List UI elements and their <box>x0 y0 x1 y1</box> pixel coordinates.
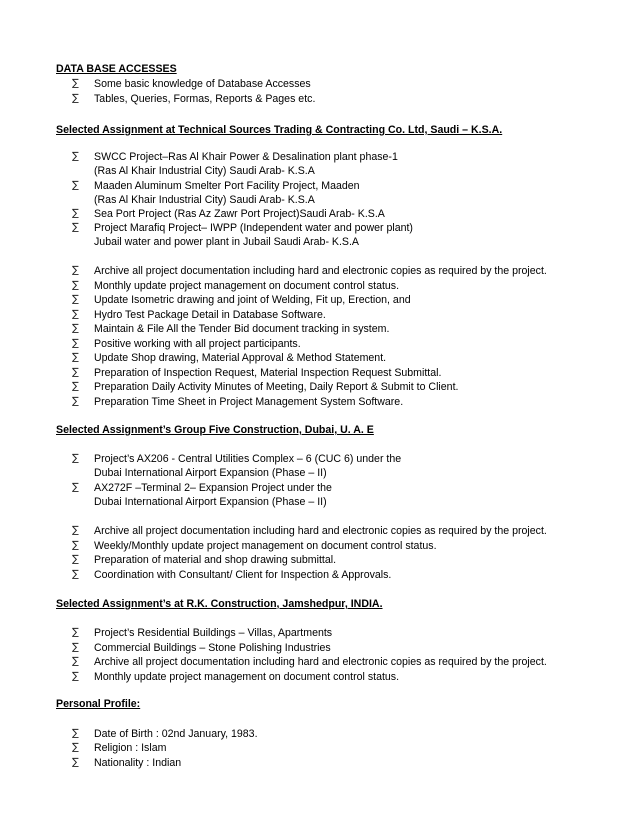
bullet-icon: ∑ <box>72 482 79 493</box>
bullet-icon: ∑ <box>72 367 79 378</box>
bullet-icon: ∑ <box>72 381 79 392</box>
list-item-text: Preparation Time Sheet in Project Management System Software. <box>94 396 404 408</box>
list-item-text: Commercial Buildings – Stone Polishing Industries <box>94 642 331 654</box>
list-item-text: Nationality : Indian <box>94 757 182 769</box>
bullet-icon: ∑ <box>72 757 79 768</box>
list-item-text: Preparation of Inspection Request, Material Inspection Request Submittal. <box>94 367 442 379</box>
bullet-icon: ∑ <box>72 728 79 739</box>
bullet-icon: ∑ <box>72 642 79 653</box>
list-item-text: Some basic knowledge of Database Accesses <box>94 78 311 90</box>
list-item-text: Positive working with all project participants. <box>94 338 301 350</box>
bullet-icon: ∑ <box>72 222 79 233</box>
bullet-icon: ∑ <box>72 309 79 320</box>
list-item-text: Preparation of material and shop drawing submittal. <box>94 554 337 566</box>
bullet-icon: ∑ <box>72 656 79 667</box>
list-item-text-continued: (Ras Al Khair Industrial City) Saudi Arab- K.S.A <box>94 165 315 178</box>
list-item-text: Religion : Islam <box>94 742 167 754</box>
section-heading: Selected Assignment’s Group Five Construction, Dubai, U. A. E <box>56 424 374 436</box>
bullet-icon: ∑ <box>72 554 79 565</box>
list-item-text-continued: Jubail water and power plant in Jubail Saudi Arab- K.S.A <box>94 236 359 249</box>
list-item-text: Update Isometric drawing and joint of Welding, Fit up, Erection, and <box>94 294 411 306</box>
list-item-text: Date of Birth : 02nd January, 1983. <box>94 728 258 740</box>
list-item-text: Maintain & File All the Tender Bid document tracking in system. <box>94 323 390 335</box>
list-item-text: Hydro Test Package Detail in Database Software. <box>94 309 326 321</box>
list-item-text: Weekly/Monthly update project management on document control status. <box>94 540 437 552</box>
list-item-text-continued: Dubai International Airport Expansion (Phase – II) <box>94 467 327 480</box>
bullet-icon: ∑ <box>72 453 79 464</box>
bullet-icon: ∑ <box>72 265 79 276</box>
list-item-text: Monthly update project management on document control status. <box>94 671 400 683</box>
list-item-text: Preparation Daily Activity Minutes of Meeting, Daily Report & Submit to Client. <box>94 381 459 393</box>
list-item-text: Archive all project documentation including hard and electronic copies as required by the project. <box>94 265 547 277</box>
bullet-icon: ∑ <box>72 78 79 89</box>
list-item-text: Update Shop drawing, Material Approval & Method Statement. <box>94 352 387 364</box>
bullet-icon: ∑ <box>72 742 79 753</box>
bullet-icon: ∑ <box>72 151 79 162</box>
bullet-icon: ∑ <box>72 93 79 104</box>
section-heading: Personal Profile: <box>56 698 141 710</box>
list-item-text: Coordination with Consultant/ Client for Inspection & Approvals. <box>94 569 392 581</box>
list-item-text: Project Marafiq Project– IWPP (Independent water and power plant) <box>94 222 413 234</box>
bullet-icon: ∑ <box>72 294 79 305</box>
list-item-text: Maaden Aluminum Smelter Port Facility Project, Maaden <box>94 180 360 192</box>
list-item-text-continued: Dubai International Airport Expansion (Phase – II) <box>94 496 327 509</box>
bullet-icon: ∑ <box>72 569 79 580</box>
list-item-text: AX272F –Terminal 2– Expansion Project under the <box>94 482 332 494</box>
bullet-icon: ∑ <box>72 338 79 349</box>
list-item-text: Project’s Residential Buildings – Villas, Apartments <box>94 627 333 639</box>
list-item-text: Monthly update project management on document control status. <box>94 280 400 292</box>
section-heading: DATA BASE ACCESSES <box>56 63 177 75</box>
bullet-icon: ∑ <box>72 352 79 363</box>
list-item-text: Archive all project documentation including hard and electronic copies as required by the project. <box>94 656 547 668</box>
list-item-text: Project’s AX206 - Central Utilities Complex – 6 (CUC 6) under the <box>94 453 402 465</box>
bullet-icon: ∑ <box>72 525 79 536</box>
bullet-icon: ∑ <box>72 540 79 551</box>
bullet-icon: ∑ <box>72 280 79 291</box>
list-item-text-continued: (Ras Al Khair Industrial City) Saudi Arab- K.S.A <box>94 194 315 207</box>
bullet-icon: ∑ <box>72 180 79 191</box>
section-heading: Selected Assignment’s at R.K. Construction, Jamshedpur, INDIA. <box>56 598 383 610</box>
bullet-icon: ∑ <box>72 323 79 334</box>
bullet-icon: ∑ <box>72 208 79 219</box>
list-item-text: Sea Port Project (Ras Az Zawr Port Project)Saudi Arab- K.S.A <box>94 208 385 220</box>
list-item-text: SWCC Project–Ras Al Khair Power & Desalination plant phase-1 <box>94 151 398 163</box>
list-item-text: Tables, Queries, Formas, Reports & Pages etc. <box>94 93 316 105</box>
bullet-icon: ∑ <box>72 627 79 638</box>
bullet-icon: ∑ <box>72 671 79 682</box>
bullet-icon: ∑ <box>72 396 79 407</box>
list-item-text: Archive all project documentation including hard and electronic copies as required by the project. <box>94 525 547 537</box>
section-heading: Selected Assignment at Technical Sources Trading & Contracting Co. Ltd, Saudi – K.S.A. <box>56 124 503 136</box>
